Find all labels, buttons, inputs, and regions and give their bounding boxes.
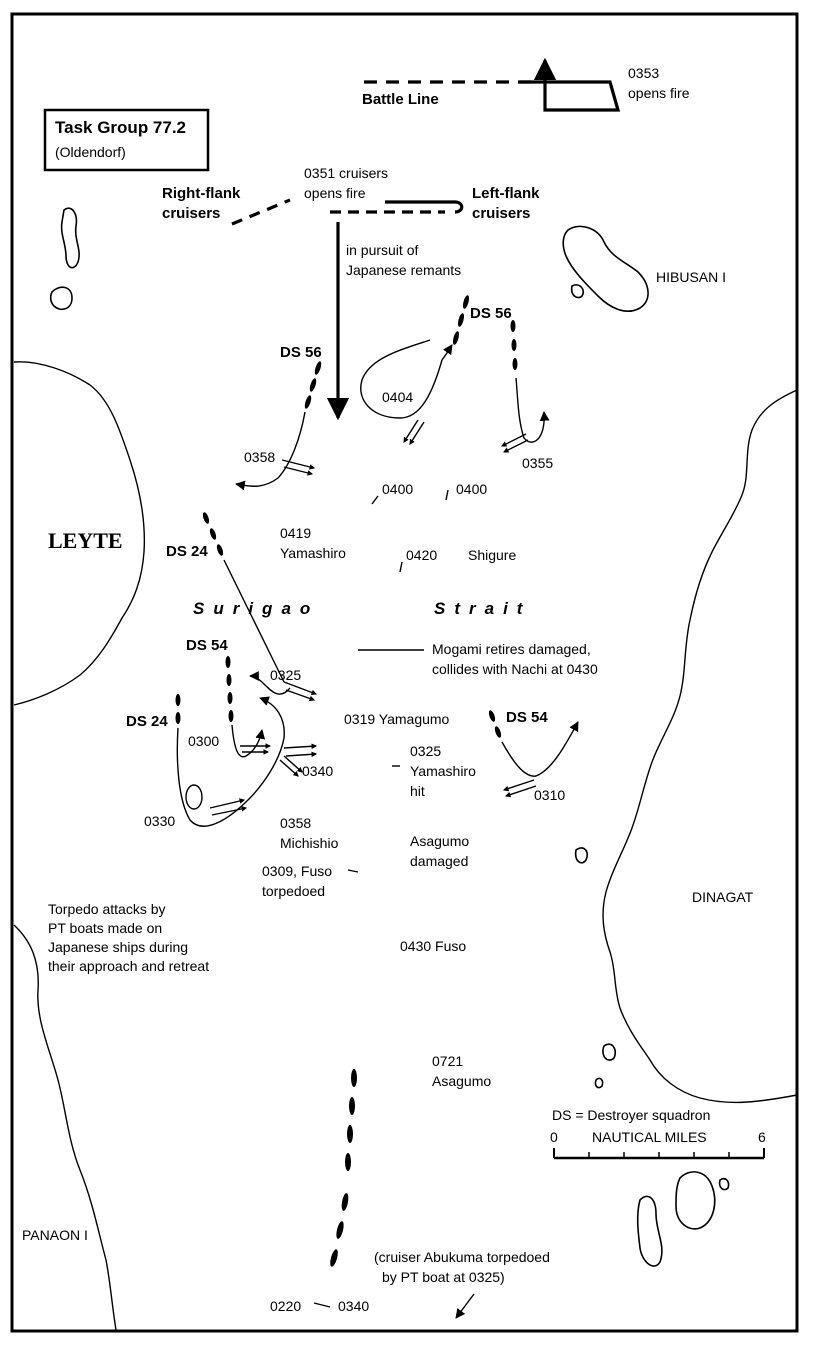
time-0400-a: 0400 bbox=[382, 481, 414, 497]
asagumo-0721-name: Asagumo bbox=[432, 1073, 492, 1089]
ds54-right-label: DS 54 bbox=[506, 709, 548, 726]
islet-east-2 bbox=[603, 1044, 615, 1060]
cruisers-fire-label-1: 0351 cruisers bbox=[304, 165, 389, 181]
japanese-column-ships bbox=[329, 1069, 357, 1267]
dinagat-coastline bbox=[603, 390, 797, 1102]
michishio-time: 0358 bbox=[280, 815, 312, 831]
left-flank-label-2: cruisers bbox=[472, 205, 531, 222]
hibusan-label: HIBUSAN I bbox=[656, 269, 727, 285]
islet-east-1 bbox=[576, 848, 588, 863]
strait-label-strait: Strait bbox=[434, 599, 532, 618]
yamashiro-hit-status: hit bbox=[410, 783, 425, 799]
yamashiro-0419-time: 0419 bbox=[280, 525, 312, 541]
mark-0400-b bbox=[446, 490, 448, 500]
time-0340-bottom: 0340 bbox=[338, 1298, 370, 1314]
pursuit-label-2: Japanese remants bbox=[346, 262, 462, 278]
time-0404: 0404 bbox=[382, 389, 414, 405]
strait-label-surigao: Surigao bbox=[193, 599, 320, 618]
yamashiro-hit-time: 0325 bbox=[410, 743, 442, 759]
islet-southeast-2 bbox=[638, 1196, 662, 1266]
fuso-0430: 0430 Fuso bbox=[400, 938, 467, 954]
pt-note-line-1: Torpedo attacks by bbox=[48, 901, 166, 917]
mark-0400-a bbox=[372, 496, 378, 504]
asagumo-damaged-status: damaged bbox=[410, 853, 469, 869]
right-flank-label-1: Right-flank bbox=[162, 185, 241, 202]
ds56-right-track bbox=[516, 378, 544, 442]
ds24-upper-label: DS 24 bbox=[166, 543, 208, 560]
ds56-left-ships bbox=[303, 361, 322, 410]
right-flank-cruisers-track bbox=[232, 200, 290, 224]
ds24-lower-label: DS 24 bbox=[126, 713, 168, 730]
islet-southeast-3 bbox=[720, 1179, 729, 1190]
fuso-torpedoed-2: torpedoed bbox=[262, 883, 326, 899]
ds54-right-ships bbox=[488, 710, 503, 739]
yamagumo-label: 0319 Yamagumo bbox=[344, 711, 450, 727]
hibusan-islet bbox=[572, 285, 584, 298]
scale-title: NAUTICAL MILES bbox=[592, 1129, 707, 1145]
islet-east-3 bbox=[595, 1078, 602, 1087]
ds56-left-torpedoes bbox=[282, 460, 314, 474]
asagumo-0721-time: 0721 bbox=[432, 1053, 464, 1069]
time-0310: 0310 bbox=[534, 787, 566, 803]
ds56-right-column-a bbox=[452, 295, 470, 346]
time-0400-b: 0400 bbox=[456, 481, 488, 497]
ds54-left-label: DS 54 bbox=[186, 637, 228, 654]
yamashiro-0419-name: Yamashiro bbox=[280, 545, 346, 561]
time-0300: 0300 bbox=[188, 733, 220, 749]
ds56-loop-track bbox=[361, 340, 452, 418]
cruisers-fire-label-2: opens fire bbox=[304, 185, 366, 201]
time-0355: 0355 bbox=[522, 455, 554, 471]
mark-fuso-torpedoed bbox=[348, 870, 358, 872]
leyte-label: LEYTE bbox=[48, 528, 123, 553]
battle-line-time: 0353 bbox=[628, 65, 660, 81]
ds54-left-ships bbox=[226, 656, 234, 722]
time-0325-top: 0325 bbox=[270, 667, 302, 683]
battle-line-action: opens fire bbox=[628, 85, 690, 101]
time-0330: 0330 bbox=[144, 813, 176, 829]
islet-west bbox=[51, 287, 72, 309]
battle-line-label: Battle Line bbox=[362, 91, 439, 108]
ds54-right-track bbox=[502, 722, 578, 776]
abukuma-note-1: (cruiser Abukuma torpedoed bbox=[374, 1249, 550, 1265]
islet-southeast-1 bbox=[676, 1172, 715, 1229]
panaon-coastline bbox=[14, 925, 116, 1330]
time-0358-top: 0358 bbox=[244, 449, 276, 465]
pursuit-label-1: in pursuit of bbox=[346, 242, 419, 258]
legend-ds-definition: DS = Destroyer squadron bbox=[552, 1107, 711, 1123]
islet-northwest bbox=[62, 208, 80, 267]
pt-note-line-3: Japanese ships during bbox=[48, 939, 189, 955]
title-box-title: Task Group 77.2 bbox=[55, 118, 187, 137]
ds56-left-label: DS 56 bbox=[280, 344, 322, 361]
ds24-upper-torpedoes bbox=[284, 682, 316, 700]
shigure-0420-time: 0420 bbox=[406, 547, 438, 563]
panaon-label: PANAON I bbox=[22, 1227, 88, 1243]
time-0340: 0340 bbox=[302, 763, 334, 779]
left-flank-cruisers-track bbox=[330, 202, 462, 212]
ds24-lower-ships bbox=[176, 694, 181, 724]
ds56-loop-torpedoes bbox=[404, 420, 424, 444]
michishio-name: Michishio bbox=[280, 835, 339, 851]
ds56-right-label: DS 56 bbox=[470, 305, 512, 322]
title-box-subtitle: (Oldendorf) bbox=[55, 144, 126, 160]
hibusan-island bbox=[563, 226, 648, 311]
ds24-upper-track bbox=[224, 560, 284, 682]
pt-note-line-2: PT boats made on bbox=[48, 920, 163, 936]
scale-bar bbox=[554, 1148, 764, 1158]
right-flank-label-2: cruisers bbox=[162, 205, 221, 222]
dinagat-label: DINAGAT bbox=[692, 889, 754, 905]
ds56-right-column-b bbox=[511, 320, 518, 370]
fuso-torpedoed-1: 0309, Fuso bbox=[262, 863, 333, 879]
left-flank-label-1: Left-flank bbox=[472, 185, 540, 202]
mark-0420 bbox=[400, 562, 402, 572]
shigure-0420-name: Shigure bbox=[468, 547, 517, 563]
mark-0220-0340 bbox=[314, 1303, 330, 1307]
abukuma-arrow bbox=[456, 1294, 474, 1318]
scale-max-label: 6 bbox=[758, 1129, 766, 1145]
asagumo-damaged-name: Asagumo bbox=[410, 833, 470, 849]
ds54-right-torpedoes bbox=[504, 780, 536, 796]
time-0220: 0220 bbox=[270, 1298, 302, 1314]
abukuma-note-2: by PT boat at 0325) bbox=[382, 1269, 505, 1285]
yamashiro-hit-name: Yamashiro bbox=[410, 763, 476, 779]
scale-min-label: 0 bbox=[550, 1129, 558, 1145]
mogami-note-2: collides with Nachi at 0430 bbox=[432, 661, 598, 677]
pt-note-line-4: their approach and retreat bbox=[48, 958, 210, 974]
mogami-note-1: Mogami retires damaged, bbox=[432, 641, 591, 657]
ds24-lower-circle bbox=[186, 785, 202, 809]
